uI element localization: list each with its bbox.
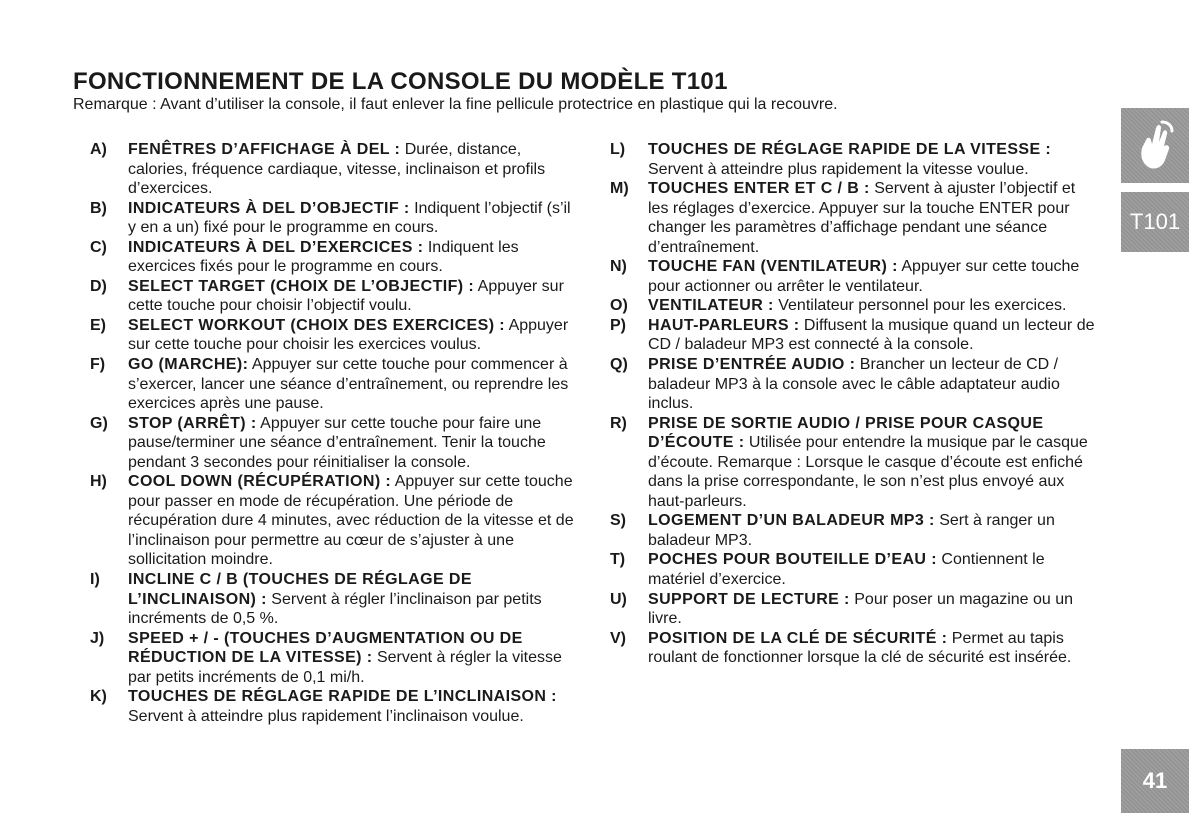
list-item xyxy=(610,550,1098,589)
right-column xyxy=(610,140,1098,668)
list-item xyxy=(610,414,1098,512)
item-heading: SPEED + / - (TOUCHES D’AUGMENTATION OU DE RÉDUCTION DE LA VITESSE) : xyxy=(128,629,523,667)
left-column xyxy=(90,140,578,726)
item-description: Servent à atteindre plus rapidement l’inclinaison voulue. xyxy=(128,707,524,725)
list-item xyxy=(610,316,1098,355)
list-item xyxy=(90,277,578,316)
item-description: Utilisée pour entendre la musique par le casque d’écoute. Remarque : Lorsque le casque d’écoute est enfiché dans la prise correspondante, le son n’est plus envoyé aux haut-parleurs. xyxy=(648,434,1088,510)
item-description: Appuyer sur cette touche pour actionner ou arrêter le ventilateur. xyxy=(648,258,1080,295)
item-description: Servent à ajuster l’objectif et les réglages d’exercice. Appuyer sur la touche ENTER pour changer les paramètres d’affichage pendant une séance d’entraînement. xyxy=(648,180,1076,256)
item-letter: C) xyxy=(90,238,107,256)
item-letter: Q) xyxy=(610,356,628,374)
item-description: Pour poser un magazine ou un livre. xyxy=(648,590,1074,628)
item-heading: INDICATEURS À DEL D’EXERCICES : xyxy=(128,238,424,256)
item-heading: SUPPORT DE LECTURE : xyxy=(648,590,850,608)
list-item xyxy=(610,355,1098,414)
list-item xyxy=(90,140,578,199)
list-item xyxy=(90,355,578,414)
hand-touch-icon xyxy=(1132,118,1178,174)
item-letter: F) xyxy=(90,356,106,374)
side-tab-page-number xyxy=(1121,749,1189,813)
item-description: Ventilateur personnel pour les exercices. xyxy=(773,297,1067,315)
item-letter: B) xyxy=(90,199,107,217)
list-item xyxy=(90,472,578,570)
list-item xyxy=(90,570,578,629)
intro-note: Remarque : Avant d’utiliser la console, il faut enlever la fine pellicule protectrice en plastique qui la recouvre. xyxy=(73,96,838,113)
item-description: Appuyer sur cette touche pour choisir l’objectif voulu. xyxy=(128,277,564,315)
page-title: FONCTIONNEMENT DE LA CONSOLE DU MODÈLE T101 xyxy=(73,68,728,95)
item-letter: J) xyxy=(90,629,105,647)
list-item xyxy=(610,140,1098,179)
item-heading: HAUT-PARLEURS : xyxy=(648,316,800,334)
side-tab-model xyxy=(1121,192,1189,252)
item-description: Permet au tapis roulant de fonctionner lorsque la clé de sécurité est insérée. xyxy=(648,629,1072,667)
list-item xyxy=(610,511,1098,550)
item-description: Servent à régler la vitesse par petits incréments de 0,1 mi/h. xyxy=(128,649,562,686)
item-description: Servent à régler l’inclinaison par petits incréments de 0,5 %. xyxy=(128,590,542,628)
list-item xyxy=(610,629,1098,668)
item-letter: P) xyxy=(610,316,626,334)
item-heading: STOP (ARRÊT) : xyxy=(128,414,257,432)
item-letter: V) xyxy=(610,629,626,647)
item-heading: TOUCHES DE RÉGLAGE RAPIDE DE LA VITESSE : xyxy=(648,141,1052,158)
item-description: Sert à ranger un baladeur MP3. xyxy=(648,512,1055,549)
item-heading: POCHES POUR BOUTEILLE D’EAU : xyxy=(648,551,937,569)
item-letter: U) xyxy=(610,590,627,608)
list-item xyxy=(90,414,578,473)
side-tab-icon xyxy=(1121,108,1189,183)
item-heading: TOUCHES DE RÉGLAGE RAPIDE DE L’INCLINAISON : xyxy=(128,688,557,706)
list-item xyxy=(610,257,1098,296)
item-heading: POSITION DE LA CLÉ DE SÉCURITÉ : xyxy=(648,629,948,647)
item-description: Appuyer sur cette touche pour passer en mode de récupération. Une période de récupération dure 4 minutes, avec réduction de la vitesse et de l’inclinaison pour permettre au cœur de s’ajuster à une sollicitation moindre. xyxy=(128,473,574,569)
item-letter: I) xyxy=(90,571,100,589)
item-letter: H) xyxy=(90,473,107,491)
item-letter: S) xyxy=(610,512,626,530)
item-heading: INCLINE C / B (TOUCHES DE RÉGLAGE DE L’INCLINAISON) : xyxy=(128,571,472,608)
item-letter: T) xyxy=(610,551,626,569)
item-letter: E) xyxy=(90,316,106,334)
list-item xyxy=(90,238,578,277)
item-letter: N) xyxy=(610,258,627,276)
item-heading: FENÊTRES D’AFFICHAGE À DEL : xyxy=(128,141,401,158)
item-letter: M) xyxy=(610,180,629,198)
item-heading: PRISE DE SORTIE AUDIO / PRISE POUR CASQUE D’ÉCOUTE : xyxy=(648,414,1044,452)
item-letter: L) xyxy=(610,141,626,158)
item-heading: SELECT TARGET (CHOIX DE L’OBJECTIF) : xyxy=(128,277,475,295)
item-letter: K) xyxy=(90,688,107,706)
item-heading: LOGEMENT D’UN BALADEUR MP3 : xyxy=(648,512,935,530)
item-heading: COOL DOWN (RÉCUPÉRATION) : xyxy=(128,473,392,491)
item-description: Brancher un lecteur de CD / baladeur MP3 à la console avec le câble adaptateur audio inclus. xyxy=(648,356,1060,413)
page-number: 41 xyxy=(1142,768,1168,793)
item-heading: VENTILATEUR : xyxy=(648,297,774,315)
item-heading: SELECT WORKOUT (CHOIX DES EXERCICES) : xyxy=(128,316,505,334)
list-item xyxy=(90,316,578,355)
list-item xyxy=(90,687,578,726)
list-item xyxy=(610,590,1098,629)
item-description: Appuyer sur cette touche pour choisir les exercices voulus. xyxy=(128,316,569,354)
item-letter: R) xyxy=(610,414,627,432)
list-item xyxy=(610,179,1098,257)
item-description: Servent à atteindre plus rapidement la vitesse voulue. xyxy=(648,160,1029,178)
item-letter: G) xyxy=(90,414,108,432)
item-heading: TOUCHES ENTER ET C / B : xyxy=(648,180,870,198)
item-heading: PRISE D’ENTRÉE AUDIO : xyxy=(648,356,856,374)
list-item xyxy=(610,296,1098,316)
item-heading: TOUCHE FAN (VENTILATEUR) : xyxy=(648,258,898,276)
item-letter: O) xyxy=(610,297,628,315)
list-item xyxy=(90,629,578,688)
item-description: Durée, distance, calories, fréquence cardiaque, vitesse, inclinaison et profils d’exercices. xyxy=(128,141,546,198)
item-description: Contiennent le matériel d’exercice. xyxy=(648,551,1045,589)
item-heading: INDICATEURS À DEL D’OBJECTIF : xyxy=(128,199,410,217)
item-letter: A) xyxy=(90,141,107,158)
item-description: Diffusent la musique quand un lecteur de CD / baladeur MP3 est connecté à la console. xyxy=(648,316,1095,354)
item-description: Indiquent les exercices fixés pour le programme en cours. xyxy=(128,238,519,276)
item-letter: D) xyxy=(90,277,107,295)
item-heading: GO (MARCHE): xyxy=(128,356,249,374)
list-item xyxy=(90,199,578,238)
item-description: Appuyer sur cette touche pour faire une pause/terminer une séance d’entraînement. Tenir la touche pendant 3 secondes pour réinitialiser la console. xyxy=(128,414,546,471)
model-label: T101 xyxy=(1129,209,1181,234)
item-description: Appuyer sur cette touche pour commencer à s’exercer, lancer une séance d’entraînement, ou reprendre les exercices après une pause. xyxy=(128,356,569,413)
item-description: Indiquent l’objectif (s’il y en a un) fixé pour le programme en cours. xyxy=(128,199,571,237)
